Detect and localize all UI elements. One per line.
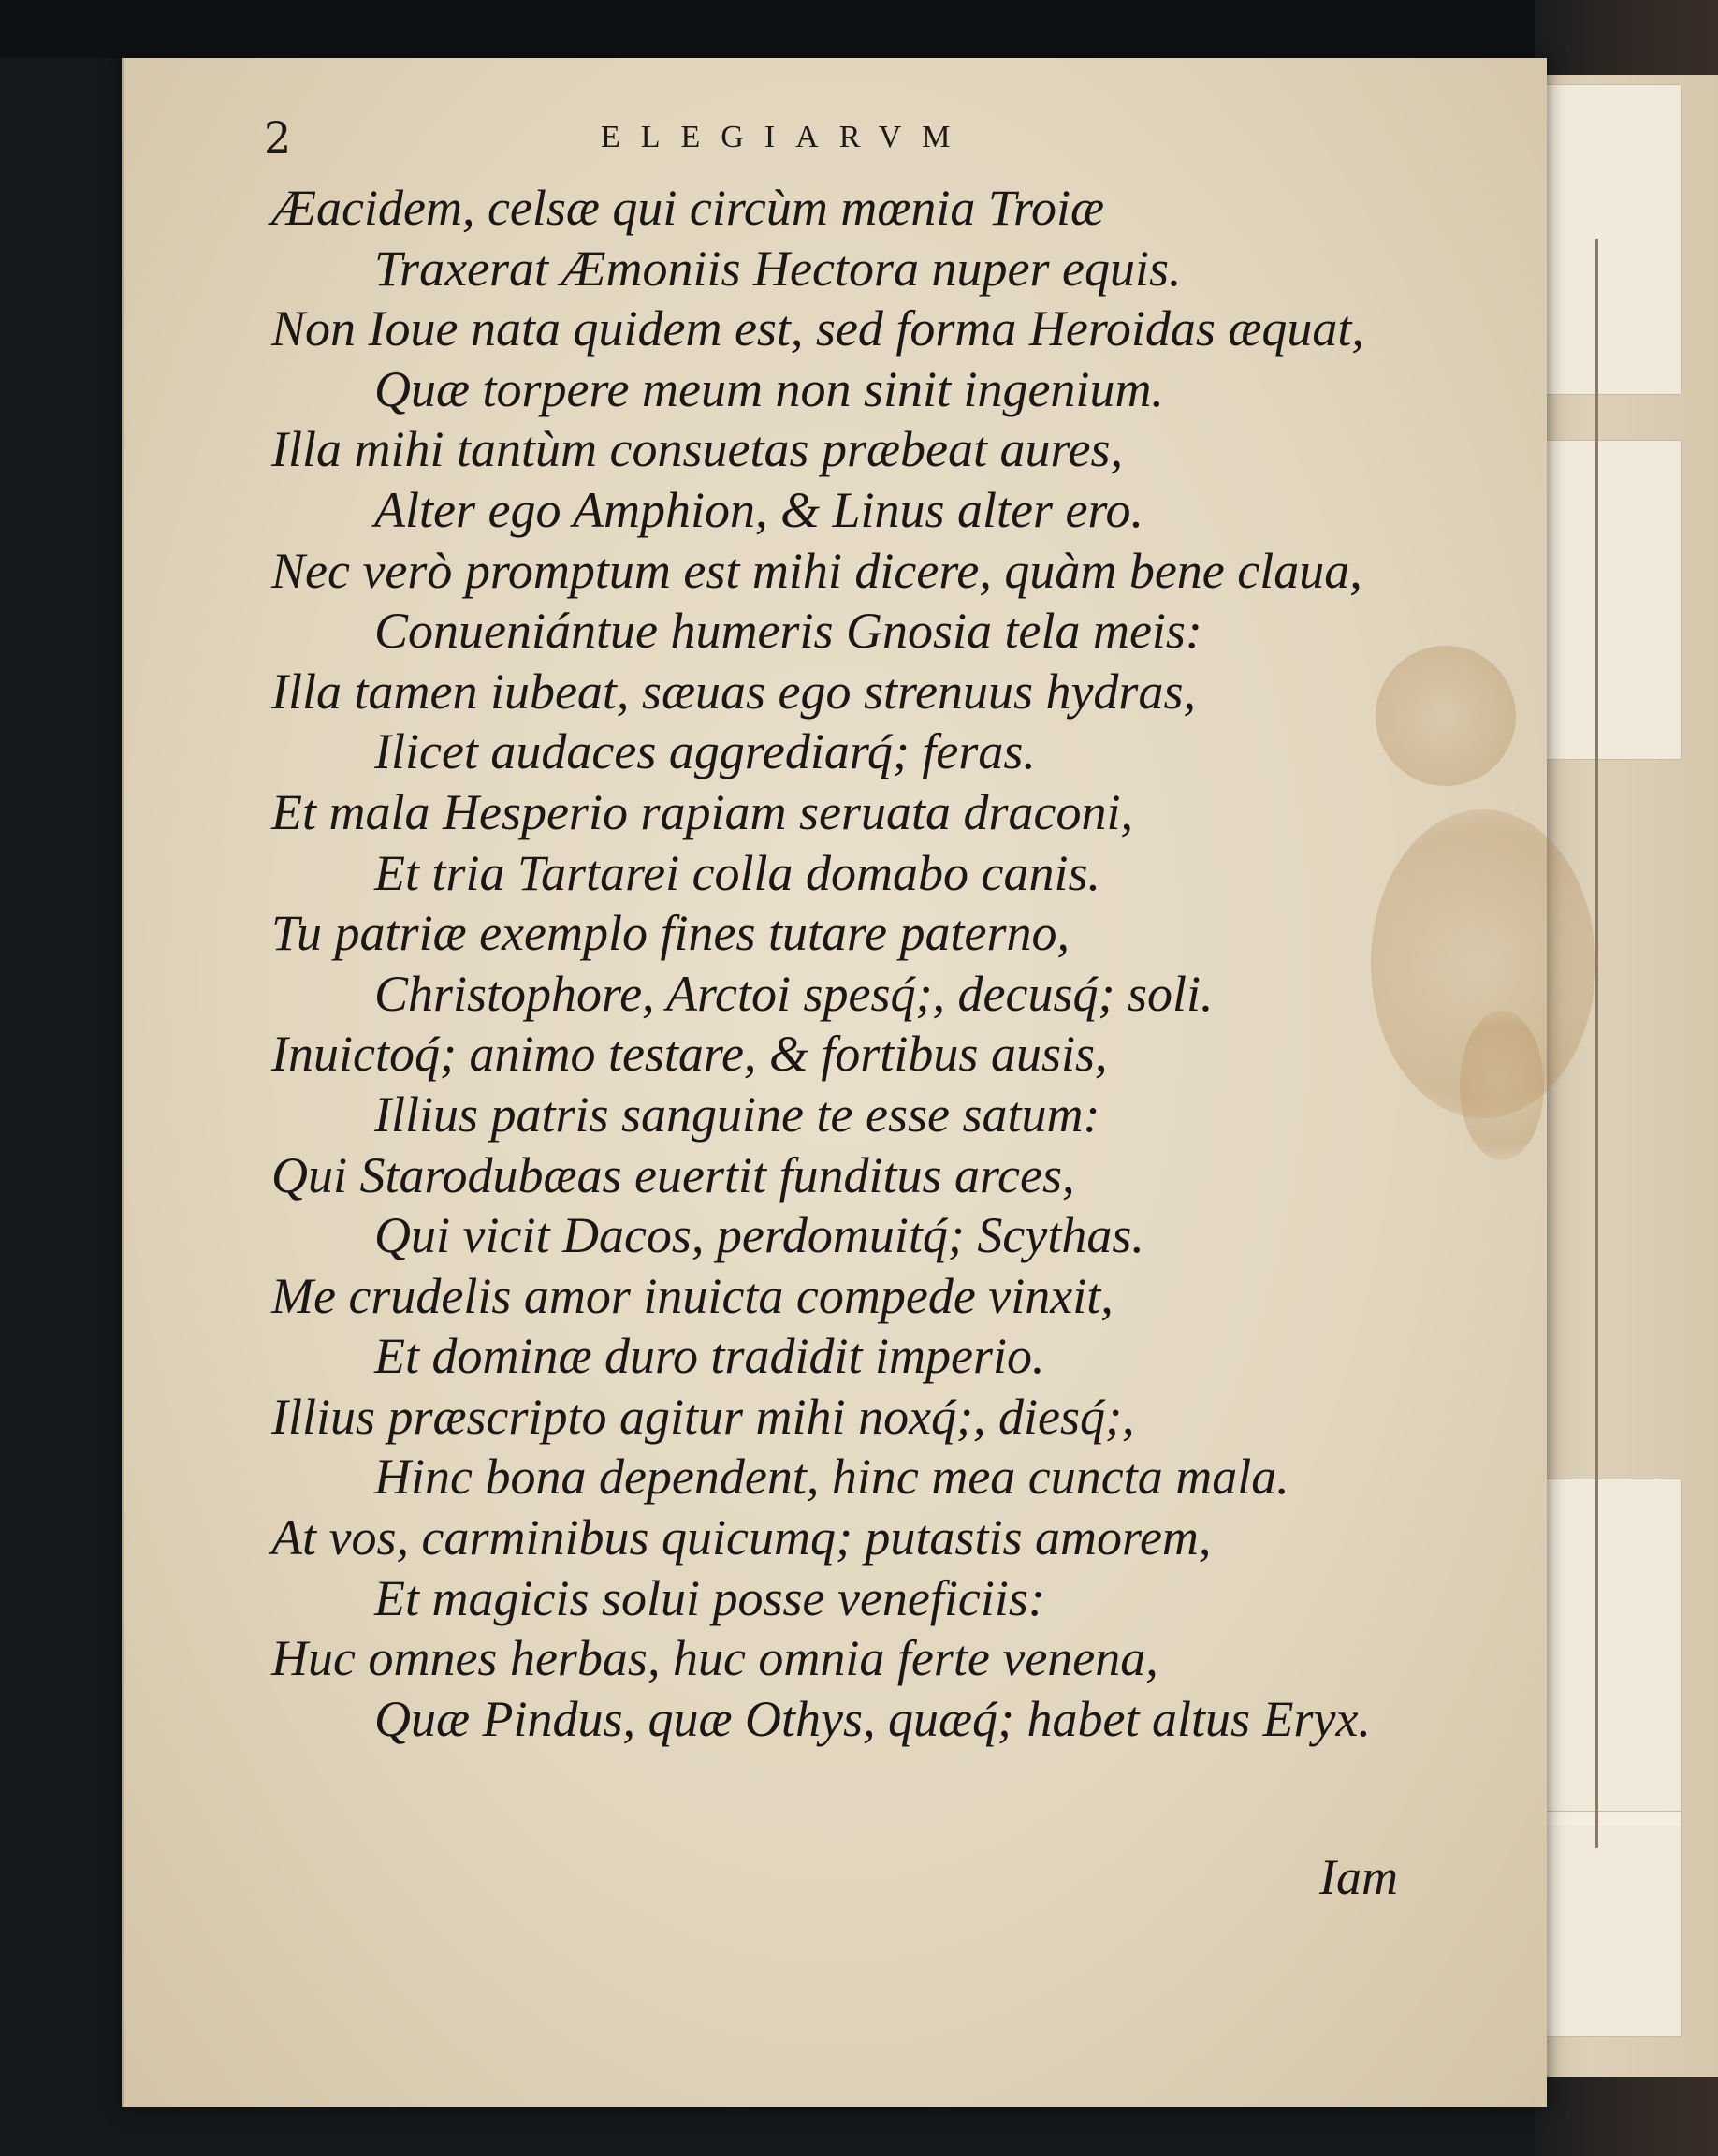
verse-line: Illius præscripto agitur mihi noxq́;, diesq́;, xyxy=(271,1388,1135,1445)
verse-line: Me crudelis amor inuicta compede vinxit, xyxy=(271,1267,1114,1324)
verse-line: Traxerat Æmoniis Hectora nuper equis. xyxy=(374,240,1182,297)
verse-line: Alter ego Amphion, & Linus alter ero. xyxy=(374,481,1143,538)
verse-line: Et magicis solui posse veneficiis: xyxy=(374,1569,1045,1626)
verse-line: Ilicet audaces aggrediarq́; feras. xyxy=(374,723,1036,780)
verse-line: Illa mihi tantùm consuetas præbeat aures, xyxy=(271,421,1123,478)
verse-line: At vos, carminibus quicumq; putastis amorem, xyxy=(271,1509,1212,1566)
verse-line: Quæ Pindus, quæ Othys, quæq́; habet altus Eryx. xyxy=(374,1690,1371,1747)
verse-line: Nec verò promptum est mihi dicere, quàm bene claua, xyxy=(271,542,1362,599)
verse-line: Et dominæ duro tradidit imperio. xyxy=(374,1328,1045,1385)
verse-line: Non Ioue nata quidem est, sed forma Heroidas æquat, xyxy=(271,300,1364,357)
verse-line: Christophore, Arctoi spesq́;, decusq́; soli. xyxy=(374,965,1214,1022)
verse-line: Illa tamen iubeat, sæuas ego strenuus hydras, xyxy=(271,663,1196,720)
verse-line: Qui Starodubæas euertit funditus arces, xyxy=(271,1146,1075,1203)
verse-line: Tu patriæ exemplo fines tutare paterno, xyxy=(271,905,1070,962)
background-top xyxy=(0,0,1718,58)
catchword: Iam xyxy=(1319,1849,1398,1905)
verse-line: Et mala Hesperio rapiam seruata draconi, xyxy=(271,783,1133,840)
poem-text xyxy=(271,178,1478,1749)
verse-line: Quæ torpere meum non sinit ingenium. xyxy=(374,360,1164,417)
page-number: 2 xyxy=(264,112,292,163)
verse-line: Huc omnes herbas, huc omnia ferte venena, xyxy=(271,1630,1158,1687)
verse-line: Qui vicit Dacos, perdomuitq́; Scythas. xyxy=(374,1207,1144,1264)
binding-thread xyxy=(1595,239,1598,1848)
verse-line: Conueniántue humeris Gnosia tela meis: xyxy=(374,603,1202,660)
verse-line: Hinc bona dependent, hinc mea cuncta mala. xyxy=(374,1449,1289,1506)
verse-line: Inuictoq́; animo testare, & fortibus ausis, xyxy=(271,1026,1108,1083)
verse-line: Illius patris sanguine te esse satum: xyxy=(374,1085,1100,1143)
page-header xyxy=(264,112,1200,168)
verse-line: Et tria Tartarei colla domabo canis. xyxy=(374,844,1101,901)
running-title: ELEGIARVM xyxy=(601,120,971,154)
verse-line: Æacidem, celsæ qui circùm mœnia Troiæ xyxy=(271,180,1104,236)
